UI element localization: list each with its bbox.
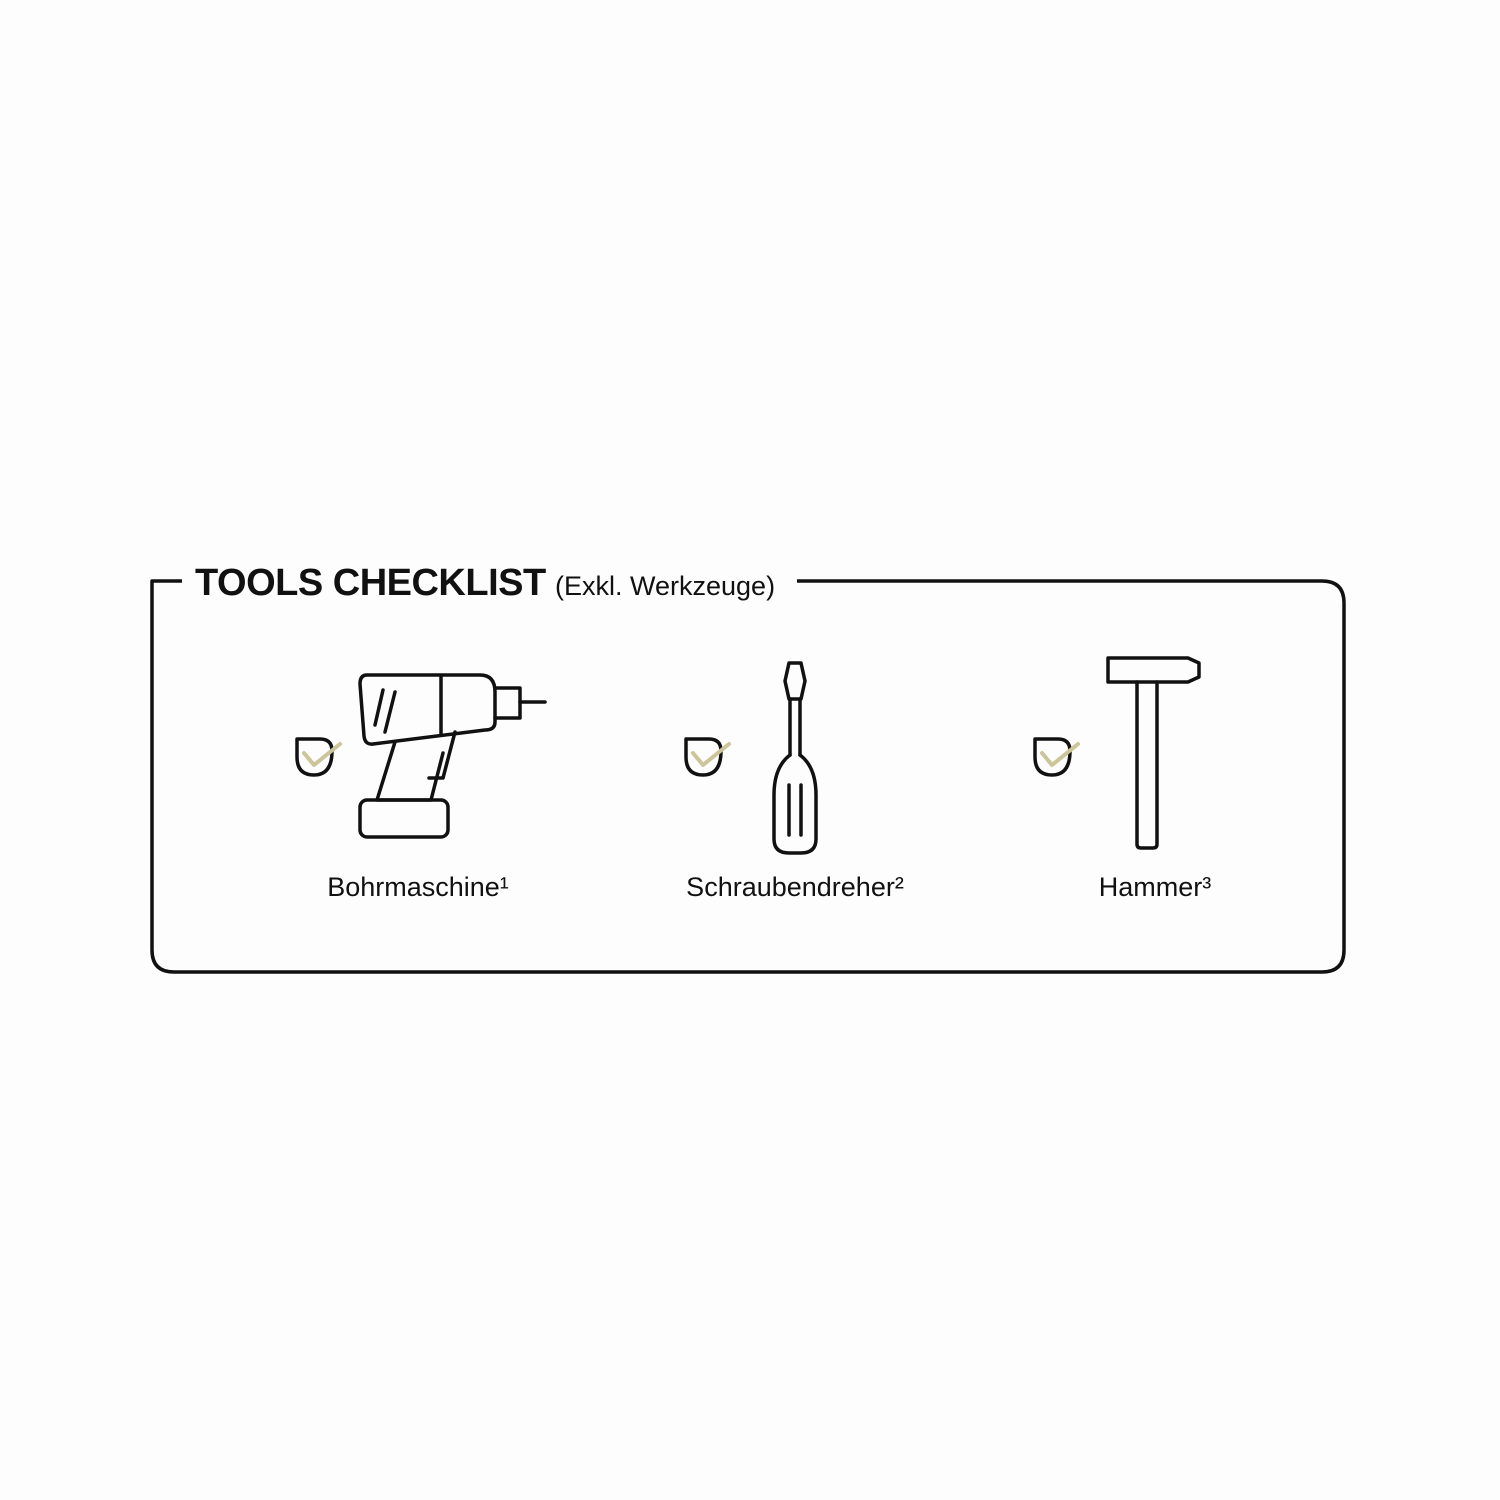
- checklist-subtitle: (Exkl. Werkzeuge): [555, 571, 776, 601]
- hammer-icon: [1100, 650, 1210, 855]
- check-icon: [1042, 744, 1078, 765]
- item-label-hammer: Hammer³: [1098, 872, 1212, 902]
- item-label-bohrmaschine: Bohrmaschine¹: [327, 872, 509, 902]
- drill-icon: [355, 670, 555, 845]
- check-icon: [304, 744, 340, 765]
- checkbox-bohrmaschine[interactable]: [290, 735, 350, 785]
- check-icon: [693, 744, 729, 765]
- item-label-schraubendreher: Schraubendreher²: [686, 872, 904, 902]
- screwdriver-icon: [765, 655, 825, 860]
- checkbox-schraubendreher[interactable]: [679, 735, 739, 785]
- checkbox-hammer[interactable]: [1028, 735, 1088, 785]
- checklist-title: TOOLS CHECKLIST: [195, 562, 546, 604]
